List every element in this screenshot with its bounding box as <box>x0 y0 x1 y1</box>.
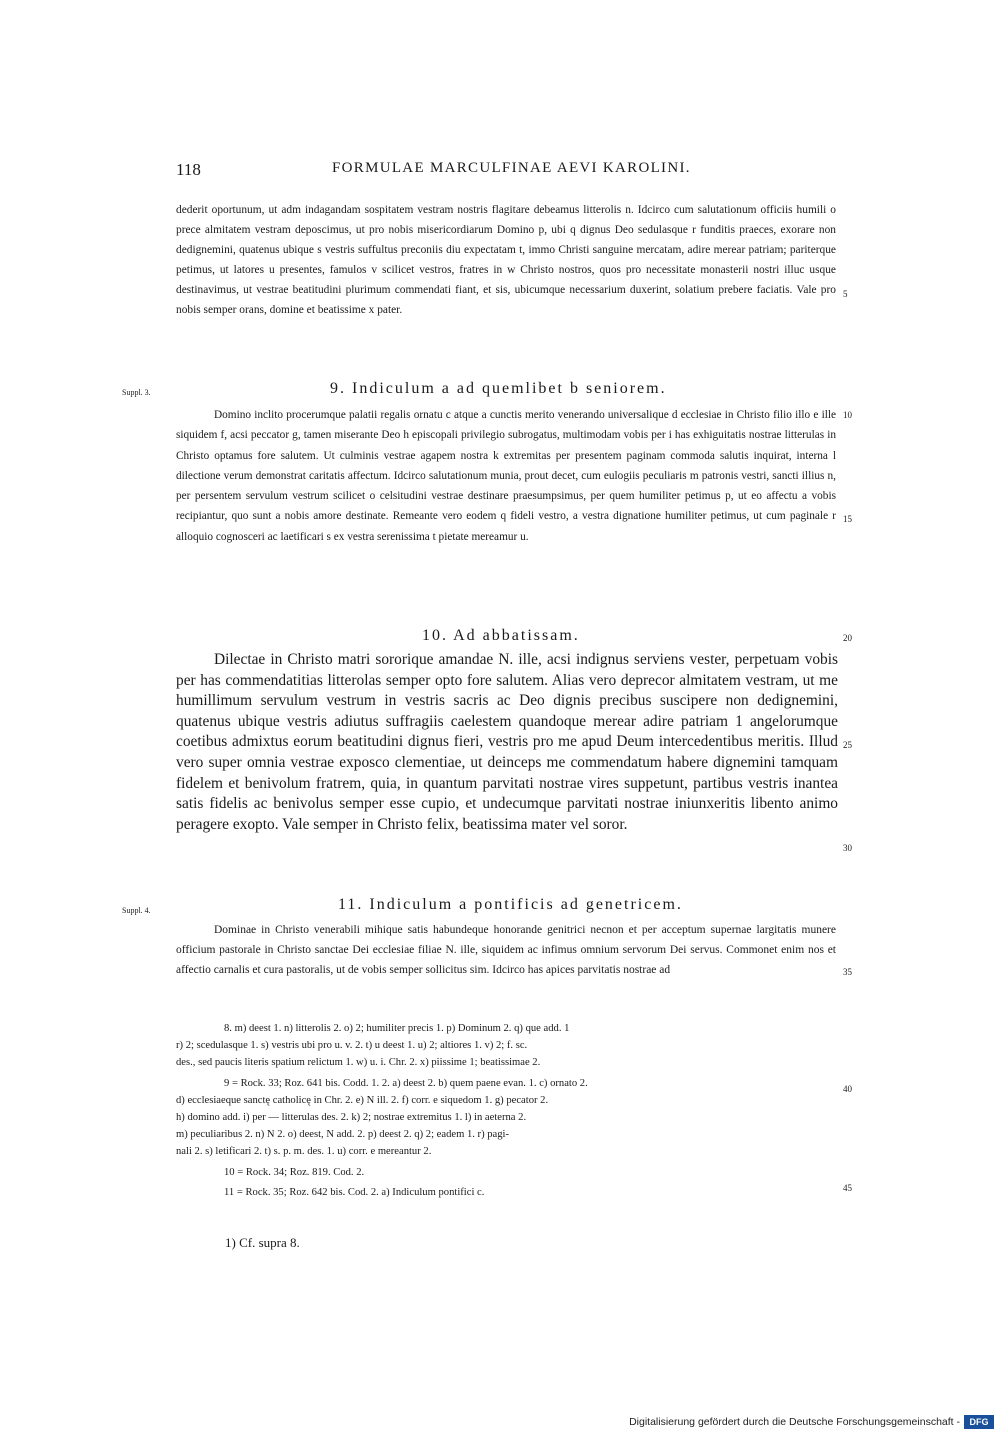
digitization-footer <box>0 1412 1000 1434</box>
apparatus-line: nali 2. s) letificari 2. t) s. p. m. des. 1. u) corr. e mereantur 2. <box>176 1146 432 1158</box>
section-11-body <box>176 920 836 980</box>
apparatus-line: 10 = Rock. 34; Roz. 819. Cod. 2. <box>224 1166 365 1178</box>
line-number-15: 15 <box>843 514 852 524</box>
line-number-10: 10 <box>843 410 852 420</box>
line-number-35: 35 <box>843 967 852 977</box>
line-number-30: 30 <box>843 843 852 853</box>
section-10-heading: 10. Ad abbatissam. <box>422 627 580 644</box>
section-10-text: Dilectae in Christo matri sororique amandae N. ille, acsi indignus serviens vester, perpetuam vobis per has commendatitias litterolas semper opto fore salutem. Alias vero deprecor almitatem vestram, ut me humillimum servulum vestrum in vestris sacris ac Deo dignis precibus suscipere non dedignemini, quatenus ubique vestris adiutus suffragiis caelestem quandoque merear adire patriam 1 angelorumque coetibus admixtus eorum beatitudini dignus fieri, vestris pro me apud Deum intercedentibus meritis. Illud vero super omnia vestrae exposco clementiae, ut deinceps me commendatum habere dignemini tamquam fidelem et benivolum fratrem, quia, in quantum parvitati nostrae vires suppetunt, partibus vestris inantea satis fidelis ac benivolus semper esse cupio, et undecumque parvitati nostrae iniunxeritis libento animo peragere exopto. Vale semper in Christo felix, beatissima mater vel soror. <box>176 651 838 833</box>
section-9-heading: 9. Indiculum a ad quemlibet b seniorem. <box>330 380 667 397</box>
line-number-25: 25 <box>843 740 852 750</box>
section-10-body <box>176 650 838 835</box>
apparatus-line: 8. m) deest 1. n) litterolis 2. o) 2; humiliter precis 1. p) Dominum 2. q) que add. 1 <box>224 1023 570 1034</box>
footnote: 1) Cf. supra 8. <box>225 1235 300 1250</box>
section-11-heading: 11. Indiculum a pontificis ad genetricem. <box>338 896 683 913</box>
page-number: 118 <box>176 160 201 179</box>
section-9-margin-note: Suppl. 3. <box>122 388 151 397</box>
apparatus-line: 9 = Rock. 33; Roz. 641 bis. Codd. 1. 2. a) deest 2. b) quem paene evan. 1. c) ornato 2. <box>224 1077 588 1089</box>
critical-apparatus <box>176 1020 838 1201</box>
section-11-margin-note: Suppl. 4. <box>122 906 151 915</box>
apparatus-line: m) peculiaribus 2. n) N 2. o) deest, N add. 2. p) deest 2. q) 2; eadem 1. r) pagi- <box>176 1129 510 1141</box>
line-number-40: 40 <box>843 1084 852 1094</box>
apparatus-line: des., sed paucis literis spatium relictum 1. w) u. i. Chr. 2. x) piissime 1; beatissimae 2. <box>176 1057 541 1069</box>
apparatus-line: d) ecclesiaeque sanctę catholicę in Chr. 2. e) N ill. 2. f) corr. e siquedom 1. g) pecator 2. <box>176 1094 549 1106</box>
apparatus-line: r) 2; scedulasque 1. s) vestris ubi pro u. v. 2. t) u deest 1. u) 2; altiores 1. v) 2; f. sc. <box>176 1040 528 1052</box>
line-number-20: 20 <box>843 633 852 643</box>
formula-8-text: dederit oportunum, ut adm indagandam sospitatem vestram nostris flagitare debeamus litterolis n. Idcirco cum salutationum officiis humili o prece almitatem vestram deposcimus, ut pro nobis misericordiarum Domino p, ubi q dignus Deo sedulasque r funditis praeces, exorare non dedignemini, quatenus ubique s vestris suffultus preconiis diu expectatam t, immo Christi sanguine mercatam, adire merear patriam; pariterque petimus, ut latores u presentes, famulos v scilicet vestros, fratres in w Christo nostros, quos pro necessitate monasterii nostri illuc usque destinavimus, ut vestrae beatitudini plurimum commendati fiant, et sis, ubicumque necessarium duxerint, solatium prebere faciatis. Vale pro nobis semper orans, domine et beatissime x pater. <box>176 204 836 316</box>
apparatus-line: 11 = Rock. 35; Roz. 642 bis. Cod. 2. a) Indiculum pontifici c. <box>224 1186 485 1198</box>
section-11-text: Dominae in Christo venerabili mihique satis habundeque honorande genitrici necnon et per acceptum supernae largitatis munere officium pastorale in Christo sanctae Dei ecclesiae filiae N. ille, siquidem ac infimus omnium servorum Dei servus. Commonet enim nos et affectio carnalis et cura pastoralis, ut de vobis semper sollicitus sim. Idcirco has apices parvitatis nostrae ad <box>176 924 836 976</box>
line-number-5: 5 <box>843 289 848 299</box>
running-title: FORMULAE MARCULFINAE AEVI KAROLINI. <box>332 160 691 176</box>
dfg-logo-icon: DFG <box>964 1415 994 1429</box>
section-9-body <box>176 405 836 547</box>
section-9-text: Domino inclito procerumque palatii regalis ornatu c atque a cunctis merito venerando universalique d ecclesiae in Christo filio illo e ille siquidem f, acsi peccator g, tamen miserante Deo h episcopali privilegio subrogatus, multimodam vobis per i has exhiguitatis nostrae litterulas in Christo optamus fore salutem. Ut culminis vestrae agapem nostra k extremitas per presentem paginam commoda salutis inquirat, interna l dilectione verum demonstrat caritatis affectum. Idcirco salutationum munia, prout decet, cum eulogiis peculiaris m patronis vestri, sancti illius n, per persentem servulum vestrum scilicet o celsitudini vestrae destinare praesumpsimus, per quem humiliter petimus p, ut eo affectu a vobis recipiantur, quo sunt a nobis amore destinate. Remeante vero eodem q fideli vestro, a vestra dignatione humiliter petimus, ut cum paginale r alloquio cognosceri ac laetificari s ex vestra serenissima t pietate mereamur u. <box>176 409 836 543</box>
formula-8-continuation <box>176 200 836 320</box>
line-number-45: 45 <box>843 1183 852 1193</box>
funding-credit: Digitalisierung gefördert durch die Deutsche Forschungsgemeinschaft - <box>629 1416 960 1428</box>
apparatus-line: h) domino add. i) per — litterulas des. 2. k) 2; nostrae extremitus 1. l) in aeterna 2. <box>176 1112 527 1124</box>
